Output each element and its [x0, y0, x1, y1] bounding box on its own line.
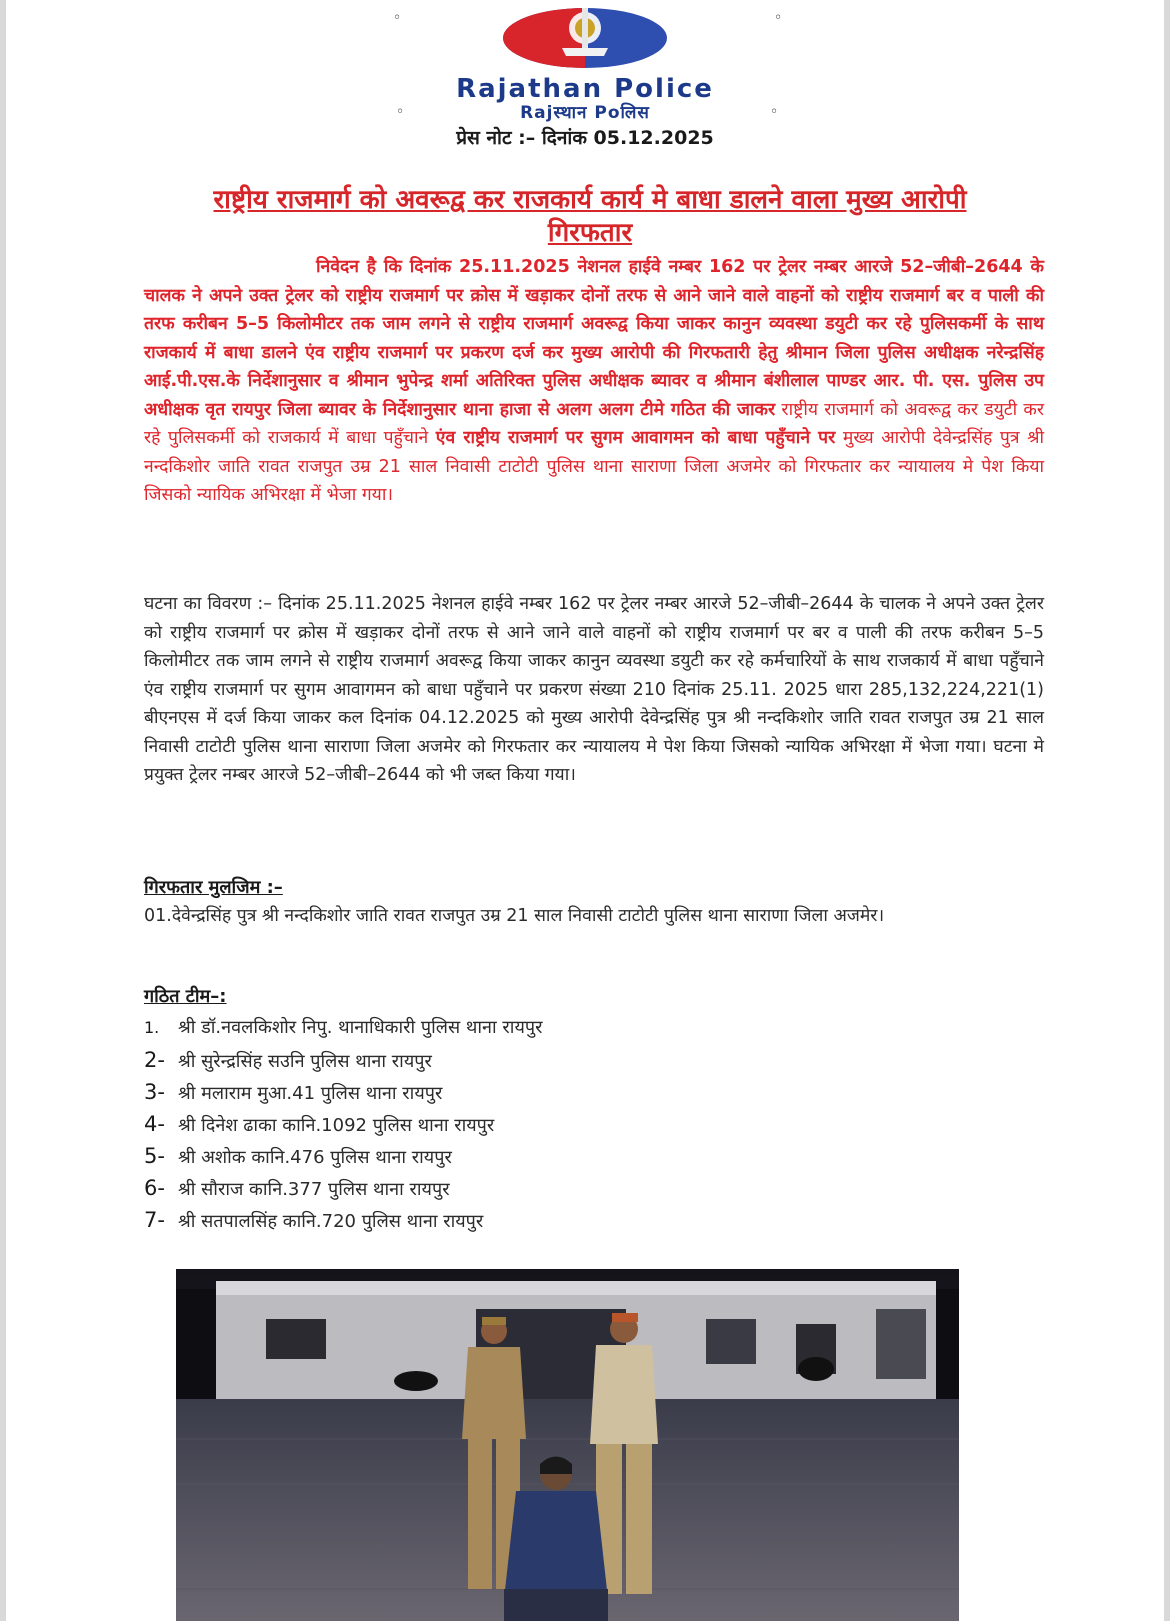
- team-member-number: 5-: [144, 1144, 165, 1168]
- intro-normal-part-2: मुख्य आरोपी देवेन्द्रसिंह पुत्र श्री नन्दकिशोर जाति रावत राजपुत उम्र 21 साल निवासी टाटोटी पुलिस थाना साराणा जिला अजमेर को गिरफतार कर न्यायालय मे पेश किया जिसको न्यायिक अभिरक्षा में भेजा गया।: [144, 428, 1044, 505]
- team-member-number: 3-: [144, 1080, 165, 1104]
- arrest-photo: [176, 1269, 959, 1621]
- team-member: [144, 1172, 542, 1204]
- brand-name-english: Rajathan Police: [456, 74, 714, 104]
- team-member-number: 2-: [144, 1048, 165, 1072]
- incident-paragraph: घटना का विवरण :– दिनांक 25.11.2025 नेशनल हाईवे नम्बर 162 पर ट्रेलर नम्बर आरजे 52–जीबी–2644 के चालक ने अपने उक्त ट्रेलर को राष्ट्रीय राजमार्ग पर क्रोस में खड़ाकर दोनों तरफ से आने जाने वाले वाहनों को राष्ट्रीय राजमार्ग पर बर व पाली की तरफ करीबन 5–5 किलोमीटर तक जाम लगने से राष्ट्रीय राजमार्ग अवरूद्व किया जाकर कानुन व्यवस्था डयुटी कर रहे कर्मचारियों के साथ राजकार्य में बाधा पहुँचाने एंव राष्ट्रीय राजमार्ग पर सुगम आवागमन को बाधा पहुँचाने पर प्रकरण संख्या 210 दिनांक 25.11. 2025 धारा 285,132,224,221(1) बीएनएस में दर्ज किया जाकर कल दिनांक 04.12.2025 को मुख्य आरोपी देवेन्द्रसिंह पुत्र श्री नन्दकिशोर जाति रावत राजपुत उम्र 21 साल निवासी टाटोटी पुलिस थाना साराणा जिला अजमेर को गिरफतार कर न्यायालय मे पेश किया जिसको न्यायिक अभिरक्षा में भेजा गया। घटना मे प्रयुक्त ट्रेलर नम्बर आरजे 52–जीबी–2644 को भी जब्त किया गया।: [144, 594, 1044, 785]
- team-member: [144, 1204, 542, 1236]
- team-member: [144, 1012, 542, 1044]
- page-edge-right: [1164, 0, 1170, 1621]
- headline-line-2: गिरफतार: [547, 218, 633, 248]
- intro-bold-part-2: एंव राष्ट्रीय राजमार्ग पर सुगम आवागमन को बाधा पहुँचाने पर: [435, 428, 836, 448]
- team-member-name: श्री डॉ.नवलकिशोर निपु. थानाधिकारी पुलिस थाना रायपुर: [178, 1017, 543, 1038]
- headline-line-1: राष्ट्रीय राजमार्ग को अवरूद्व कर राजकार्य कार्य मे बाधा डालने वाला मुख्य आरोपी: [213, 185, 967, 215]
- team-member-number: 7-: [144, 1208, 165, 1232]
- team-heading: गठित टीम–:: [144, 986, 227, 1007]
- intro-paragraph: [144, 253, 1044, 510]
- team-member: [144, 1044, 542, 1076]
- intro-normal-part-1: राष्ट्रीय राजमार्ग को अवरूद्व कर डयुटी कर रहे पुलिसकर्मी को राजकार्य में बाधा पहुँचाने: [144, 399, 1044, 448]
- arrested-accused: 01.देवेन्द्रसिंह पुत्र श्री नन्दकिशोर जाति रावत राजपुत उम्र 21 साल निवासी टाटोटी पुलिस थाना साराणा जिला अजमेर।: [144, 906, 885, 926]
- team-member-name: श्री दिनेश ढाका कानि.1092 पुलिस थाना रायपुर: [178, 1115, 495, 1136]
- team-member-name: श्री अशोक कानि.476 पुलिस थाना रायपुर: [178, 1147, 452, 1168]
- rajasthan-police-logo: [500, 4, 670, 70]
- ornament-dot: ◦: [393, 10, 402, 26]
- ornament-dot: ◦: [770, 104, 779, 120]
- ornament-dot: ◦: [396, 104, 405, 120]
- press-note-date: प्रेस नोट :– दिनांक 05.12.2025: [456, 127, 714, 149]
- team-member-number: 1.: [144, 1018, 160, 1037]
- arrested-heading: गिरफतार मुलजिम :–: [144, 877, 283, 898]
- ornament-dot: ◦: [774, 10, 783, 26]
- intro-bold-part: निवेदन है कि दिनांक 25.11.2025 नेशनल हाईवे नम्बर 162 पर ट्रेलर नम्बर आरजे 52–जीबी–2644 के चालक ने अपने उक्त ट्रेलर को राष्ट्रीय राजमार्ग पर क्रोस में खड़ाकर दोनों तरफ से आने जाने वाले वाहनों को राष्ट्रीय राजमार्ग बर व पाली की तरफ करीबन 5–5 किलोमीटर तक जाम लगने से राष्ट्रीय राजमार्ग अवरूद्व किया जाकर कानुन व्यवस्था डयुटी कर रहे पुलिसकर्मी के साथ राजकार्य में बाधा डालने एंव राष्ट्रीय राजमार्ग पर प्रकरण दर्ज कर मुख्य आरोपी की गिरफतारी हेतु श्रीमान जिला पुलिस अधीक्षक नरेन्द्रसिंह आई.पी.एस.के निर्देशानुसार व श्रीमान भुपेन्द्र शर्मा अतिरिक्त पुलिस अधीक्षक ब्यावर व श्रीमान बंशीलाल पाण्डर आर. पी. एस. पुलिस उप अधीक्षक वृत रायपुर जिला ब्यावर के निर्देशानुसार थाना हाजा से अलग अलग टीमे गठित की जाकर: [144, 257, 1044, 420]
- team-member: [144, 1108, 542, 1140]
- page-edge-left: [0, 0, 6, 1621]
- brand-name-hindi: Rajस्थान Poलिस: [520, 103, 650, 123]
- team-member-name: श्री सतपालसिंह कानि.720 पुलिस थाना रायपुर: [178, 1211, 484, 1232]
- team-member: [144, 1140, 542, 1172]
- team-member-name: श्री सौराज कानि.377 पुलिस थाना रायपुर: [178, 1179, 450, 1200]
- team-member-name: श्री मलाराम मुआ.41 पुलिस थाना रायपुर: [178, 1083, 443, 1104]
- team-list: [144, 1012, 542, 1236]
- team-member-number: 6-: [144, 1176, 165, 1200]
- team-member: [144, 1076, 542, 1108]
- headline: [150, 184, 1030, 250]
- team-member-number: 4-: [144, 1112, 165, 1136]
- team-member-name: श्री सुरेन्द्रसिंह सउनि पुलिस थाना रायपुर: [178, 1051, 432, 1072]
